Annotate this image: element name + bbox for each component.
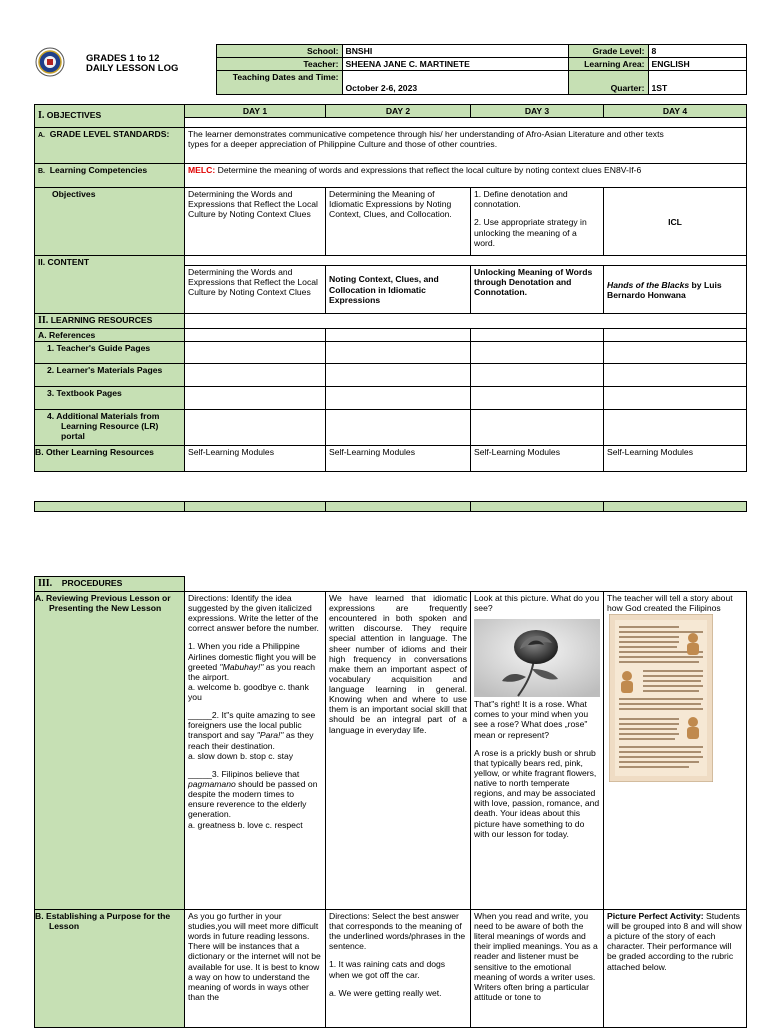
day1-header: DAY 1 [185,105,326,118]
grade-level-standards-label: A. GRADE LEVEL STANDARDS: [35,128,185,164]
objective-day3: 1. Define denotation and connotation. 2. Use appropriate strategy in unlocking the meaning of a word. [471,188,604,256]
textbook-pages-label: 3. Textbook Pages [35,387,185,410]
separator-cell-4 [471,502,604,512]
objective-day2: Determining the Meaning of Idiomatic Expressions by Noting Context, Clues, and Collocation. [326,188,471,256]
reviewing-day3: Look at this picture. What do you see? That"s right! It is a rose. What comes to your mind when you see a rose? What does „rose" mean or represent? A rose is a prickly bush or shrub that typically bears red, pink, yellow, or white fragrant flowers, native to north temperate regions, and may be associated with love, passion, romance, and death. Your ideas about this picture have something to do with our lesson for today. [471,591,604,909]
quarter-label: Quarter: [568,71,648,95]
objectives-label: Objectives [35,188,185,256]
day4-header: DAY 4 [604,105,747,118]
objective-day4: ICL [604,188,747,256]
tb-day1 [185,387,326,410]
tg-day4 [604,342,747,364]
day3-header: DAY 3 [471,105,604,118]
content-day1: Determining the Words and Expressions that Reflect the Local Culture by Noting Context Clues [185,266,326,314]
other-resources-day3: Self-Learning Modules [471,446,604,472]
add-day4 [604,410,747,446]
learning-resources-heading: II. LEARNING RESOURCES [35,314,185,329]
add-day1 [185,410,326,446]
additional-materials-label: 4. Additional Materials from Learning Resource (LR) portal [35,410,185,446]
reviewing-day1: Directions: Identify the idea suggested by the given italicized expressions. Write the letter of the correct answer before the number. 1. When you ride a Philippine Airlines domestic flight you will be greeted "Mabuhay!" as you reach the airport. a. welcome b. goodbye c. thank you _____2. It"s quite amazing to see foreigners use the local public transport and say "Para!" as they reach their destination. a. slow down b. stop c. stay _____3. Filipinos believe that pagmamano should be passed on despite the modern times to ensure reverence to the elderly generation. a. greatness b. love c. respect [185,591,326,909]
lesson-log-table [34,104,747,472]
purpose-day1: As you go further in your studies,you will meet more difficult words in future reading lessons. There will be instances that a dictionary or the internet will not be available for use. It is best to know a way on how to understand the meaning of words in ways other than the [185,909,326,1027]
story-page-image [609,614,713,782]
grade-level-value: 8 [648,45,746,58]
resources-blank-row [185,314,747,329]
learning-area-value: ENGLISH [648,58,746,71]
tg-day2 [326,342,471,364]
grade-level-standards-text: The learner demonstrates communicative competence through his/ her understanding of Afro-Asian Literature and other texts types for a deeper appreciation of Philippine Culture and those of other countries. [185,128,747,164]
grade-level-label: Grade Level: [568,45,648,58]
purpose-day2: Directions: Select the best answer that corresponds to the meaning of the underlined words/phrases in the sentence. 1. It was raining cats and dogs when we got off the car. a. We were getting really wet. [326,909,471,1027]
content-day2: Noting Context, Clues, and Collocation in Idiomatic Expressions [326,266,471,314]
learning-area-label: Learning Area: [568,58,648,71]
other-resources-day4: Self-Learning Modules [604,446,747,472]
quarter-value: 1ST [648,71,746,95]
references-day3 [471,328,604,341]
learning-competencies-label: B. Learning Competencies [35,164,185,188]
rose-photo [474,619,600,697]
other-resources-day2: Self-Learning Modules [326,446,471,472]
references-day1 [185,328,326,341]
header-title-line2: DAILY LESSON LOG [86,63,179,75]
reviewing-day2: We have learned that idiomatic expressions are frequently encountered in both spoken and written discourse. They require special attention in language. The sheer number of idioms and their high frequency in conversations make them an important aspect of vocabulary acquisition and language learning in general. Knowing when and where to use them is an important social skill that should be an integral part of a language in everyday life. [326,591,471,909]
teacher-value: SHEENA JANE C. MARTINETE [342,58,568,71]
content-day3: Unlocking Meaning of Words through Denotation and Connotation. [471,266,604,314]
tb-day3 [471,387,604,410]
tg-day3 [471,342,604,364]
teacher-label: Teacher: [216,58,342,71]
objectives-blank-row [185,118,747,128]
add-day3 [471,410,604,446]
header-logo-cell [34,45,216,95]
reviewing-day4: The teacher will tell a story about how God created the Filipinos [604,591,747,909]
lm-day3 [471,364,604,387]
school-label: School: [216,45,342,58]
references-day4 [604,328,747,341]
lm-day4 [604,364,747,387]
purpose-day4: Picture Perfect Activity: Students will be grouped into 8 and will show a picture of the story of each character. Their performance will be graded according to the rubric attached below. [604,909,747,1027]
day2-header: DAY 2 [326,105,471,118]
content-blank-row [185,256,747,266]
separator-cell-3 [326,502,471,512]
melc-text: MELC: Determine the meaning of words and expressions that reflect the local culture by noting context clues EN8V-If-6 [185,164,747,188]
other-resources-label: B. Other Learning Resources [35,446,185,472]
deped-seal-icon [35,47,65,77]
procedures-blank [185,577,747,592]
procedures-heading: III. PROCEDURES [35,577,185,592]
references-day2 [326,328,471,341]
header-table [34,44,747,95]
separator-cell-5 [604,502,747,512]
separator-row [34,501,747,512]
content-heading: II. CONTENT [35,256,185,314]
school-value: BNSHI [342,45,568,58]
objective-day1: Determining the Words and Expressions that Reflect the Local Culture by Noting Context Clues [185,188,326,256]
tg-day1 [185,342,326,364]
purpose-day3: When you read and write, you need to be aware of both the literal meanings of words and their implied meanings. You as a reader and listener must be sensitive to the emotional meaning of words a writer uses. Writers often bring a particular attitude or tone to [471,909,604,1027]
lm-day2 [326,364,471,387]
content-day4: Hands of the Blacks by Luis Bernardo Honwana [604,266,747,314]
procedures-table [34,576,747,1028]
teaching-dates-label: Teaching Dates and Time: [216,71,342,95]
header-title-line1: GRADES 1 to 12 [86,52,160,64]
lm-day1 [185,364,326,387]
tb-day2 [326,387,471,410]
teaching-dates-value: October 2-6, 2023 [342,71,568,95]
separator-cell-2 [185,502,326,512]
tb-day4 [604,387,747,410]
other-resources-day1: Self-Learning Modules [185,446,326,472]
teachers-guide-label: 1. Teacher's Guide Pages [35,342,185,364]
reviewing-lesson-label: A. Reviewing Previous Lesson or Presenting the New Lesson [35,591,185,909]
add-day2 [326,410,471,446]
objectives-heading: I. OBJECTIVES [35,105,185,128]
separator-cell-1 [35,502,185,512]
establishing-purpose-label: B. Establishing a Purpose for the Lesson [35,909,185,1027]
learners-materials-label: 2. Learner's Materials Pages [35,364,185,387]
references-label: A. References [35,328,185,341]
